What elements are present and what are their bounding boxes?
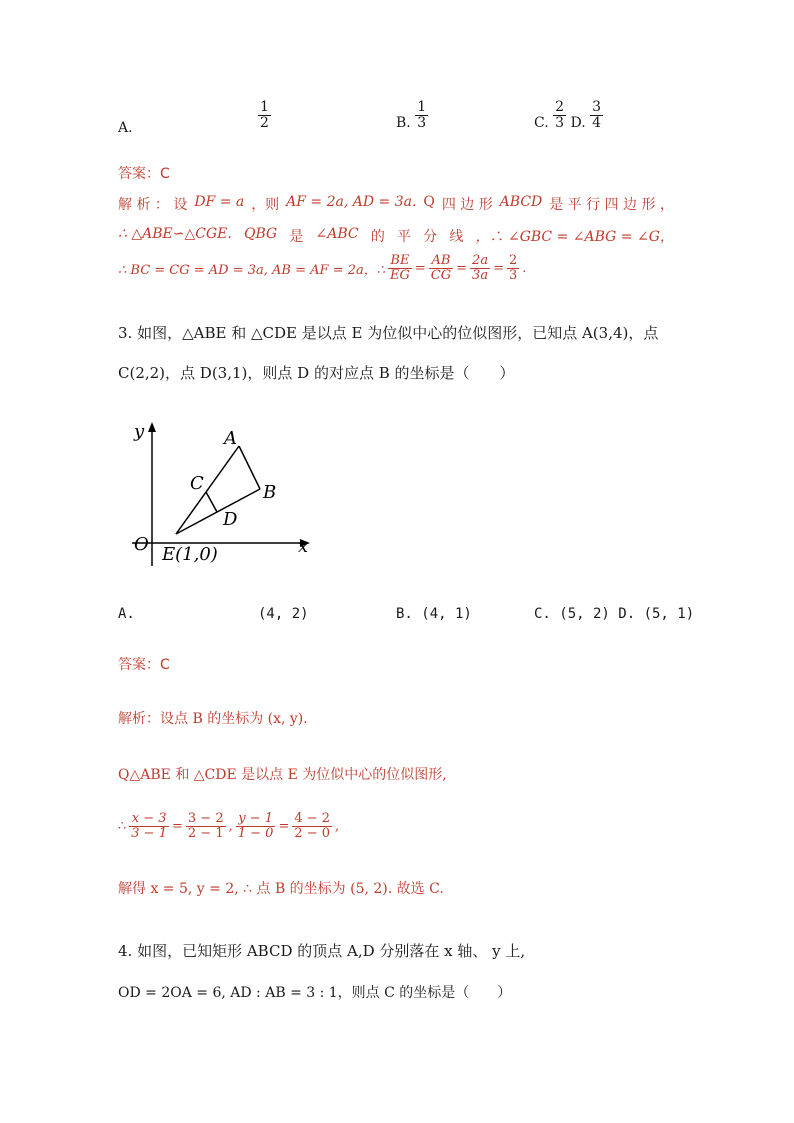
q3-figure: [128, 418, 328, 578]
q3-option-c-d: C. (5, 2) D. (5, 1): [534, 606, 695, 622]
q3-option-a-value: (4, 2): [258, 606, 309, 622]
label-o: O: [134, 534, 149, 555]
q2-option-b: B. $\frac{1}{3}$: [396, 99, 427, 132]
segment-ab: [239, 446, 260, 489]
q3-solution-line3: ∴ $\frac{x - 3}{3 - 1}$ = $\frac{3 - 2}{2 - 1}$ , $\frac{y - 1}{1 - 0}$ = $\frac{4 - 2}{2 - 0}$ ,: [118, 811, 340, 841]
q3-solution-line1: 解析：设点 B 的坐标为 (x, y).: [118, 711, 308, 727]
label-d: D: [223, 509, 238, 530]
label-a: A: [224, 428, 237, 449]
q4-stem-line2: OD = 2OA = 6, AD : AB = 3 : 1，则点 C 的坐标是（ ）: [118, 985, 512, 1001]
label-e: E(1,0): [162, 544, 218, 565]
q2-solution-line1: 解 析 ： 设 DF = a ，则 AF = 2a, AD = 3a. Q 四 边 形 ABCD 是 平 行 四 边 形 ，: [118, 194, 674, 213]
q2-option-a: A.: [118, 120, 133, 136]
label-c: C: [190, 473, 204, 494]
q3-solution-line4: 解得 x = 5, y = 2, ∴ 点 B 的坐标为 (5, 2). 故选 C.: [118, 881, 444, 897]
label-y: y: [134, 421, 145, 442]
y-axis-arrow: [148, 422, 156, 432]
q2-solution-line3: ∴ BC = CG = AD = 3a, AB = AF = 2a，∴ $\frac{BE}{EG}$ = $\frac{AB}{CG}$ = $\frac{2a}{3a}$ = $\frac{2}{3}$ .: [118, 253, 527, 283]
label-b: B: [263, 482, 277, 503]
q3-option-a-label: A.: [118, 606, 135, 622]
q2-answer: 答案：C: [118, 166, 170, 182]
q4-stem-line1: 4. 如图，已知矩形 ABCD 的顶点 A,D 分别落在 x 轴、 y 上,: [118, 942, 526, 960]
q3-answer: 答案：C: [118, 657, 170, 673]
q3-stem-line2: C(2,2)，点 D(3,1)，则点 D 的对应点 B 的坐标是（ ）: [118, 364, 515, 382]
segment-eb: [176, 489, 260, 534]
q2-option-a-den: 2: [260, 114, 269, 131]
q2-solution-line2: ∴ △ABE∽△CGE. QBG 是 ∠ABC 的 平 分 线 ，∴ ∠GBC = ∠ABG = ∠G，: [118, 226, 674, 245]
q3-solution-line2: Q△ABE 和 △CDE 是以点 E 为位似中心的位似图形,: [118, 767, 447, 783]
q3-option-b: B. (4, 1): [396, 606, 472, 622]
q3-stem-line1: 3. 如图，△ABE 和 △CDE 是以点 E 为位似中心的位似图形，已知点 A(3,4)，点: [118, 324, 659, 342]
q2-option-a-num: 1: [260, 99, 269, 115]
segment-cd: [206, 492, 217, 512]
label-x: x: [298, 536, 309, 557]
q2-option-a-fraction: [258, 100, 271, 130]
q2-option-c-d: C. $\frac{2}{3}$ D. $\frac{3}{4}$: [534, 99, 602, 132]
